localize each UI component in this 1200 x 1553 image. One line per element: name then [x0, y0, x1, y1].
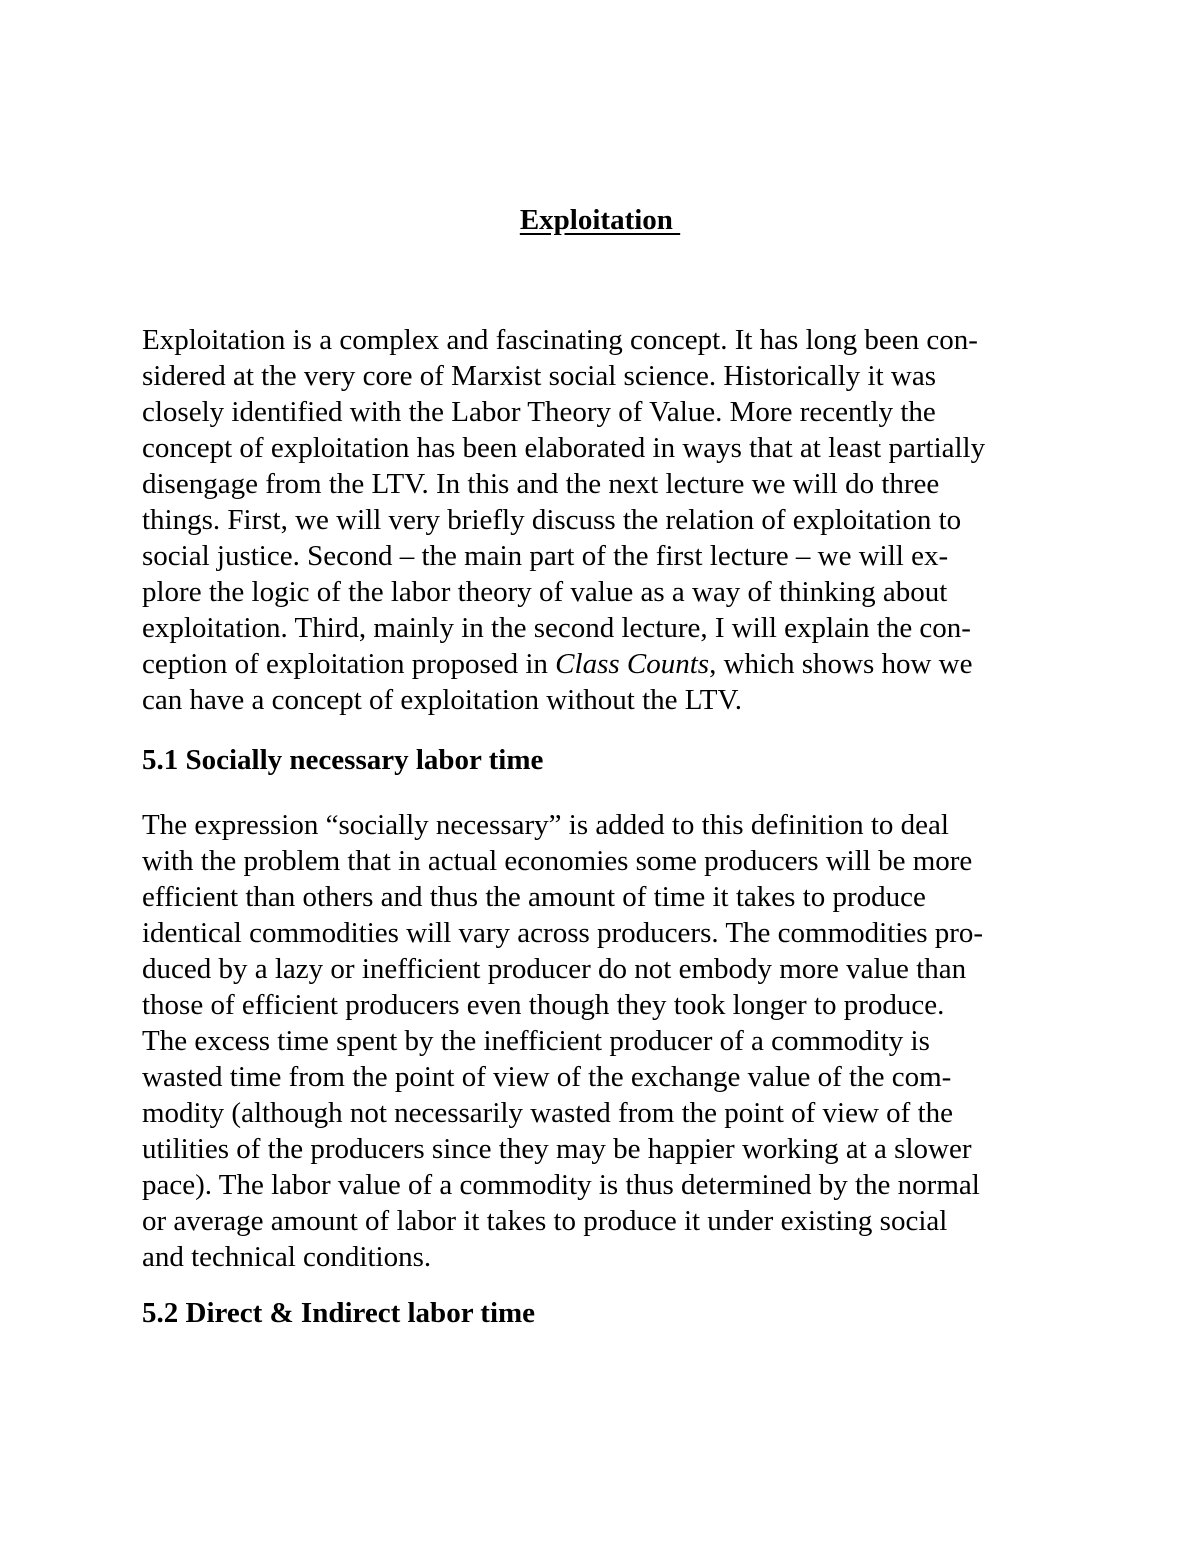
paragraph-line: closely identified with the Labor Theory of Value. More recently the	[142, 396, 936, 428]
paragraph-line: sidered at the very core of Marxist social science. Historically it was	[142, 360, 937, 392]
paragraph-line: pace). The labor value of a commodity is thus determined by the normal	[142, 1169, 980, 1201]
section-heading-5-2: 5.2 Direct & Indirect labor time	[142, 1297, 536, 1329]
paragraph-line: plore the logic of the labor theory of value as a way of thinking about	[142, 576, 948, 608]
paragraph-line: those of efficient producers even though they took longer to produce.	[142, 989, 945, 1021]
paragraph-line: can have a concept of exploitation without the LTV.	[142, 684, 742, 716]
paragraph-line: modity (although not necessarily wasted from the point of view of the	[142, 1097, 954, 1129]
paragraph-line: or average amount of labor it takes to produce it under existing social	[142, 1205, 948, 1237]
paragraph-line: identical commodities will vary across producers. The commodities pro-	[142, 917, 984, 949]
paragraph-line: utilities of the producers since they may be happier working at a slower	[142, 1133, 972, 1165]
document-title	[0, 200, 1200, 240]
paragraph-line: disengage from the LTV. In this and the next lecture we will do three	[142, 468, 940, 500]
section-heading-5-1: 5.1 Socially necessary labor time	[142, 744, 544, 776]
intro-paragraph	[142, 322, 1057, 718]
paragraph-line: duced by a lazy or inefficient producer do not embody more value than	[142, 953, 967, 985]
paragraph-line: Exploitation is a complex and fascinating concept. It has long been con-	[142, 324, 978, 356]
paragraph-line-with-book-title	[142, 646, 1057, 682]
paragraph-line: efficient than others and thus the amount of time it takes to produce	[142, 881, 926, 913]
paragraph-line: social justice. Second – the main part of the first lecture – we will ex-	[142, 540, 949, 572]
section-5-1-paragraph	[142, 807, 1057, 1275]
paragraph-line: exploitation. Third, mainly in the second lecture, I will explain the con-	[142, 612, 971, 644]
paragraph-line: The expression “socially necessary” is added to this definition to deal	[142, 809, 949, 841]
paragraph-line: concept of exploitation has been elaborated in ways that at least partially	[142, 432, 986, 464]
line-text-before: ception of exploitation proposed in	[142, 648, 556, 680]
line-text-after: , which shows how we	[709, 648, 973, 680]
paragraph-line: The excess time spent by the inefficient producer of a commodity is	[142, 1025, 930, 1057]
paragraph-line: things. First, we will very briefly discuss the relation of exploitation to	[142, 504, 962, 536]
paragraph-line: wasted time from the point of view of the exchange value of the com-	[142, 1061, 952, 1093]
paragraph-line: with the problem that in actual economies some producers will be more	[142, 845, 973, 877]
title-text: Exploitation	[519, 204, 681, 236]
paragraph-line: and technical conditions.	[142, 1241, 432, 1273]
book-title-class-counts: Class Counts	[555, 648, 710, 680]
